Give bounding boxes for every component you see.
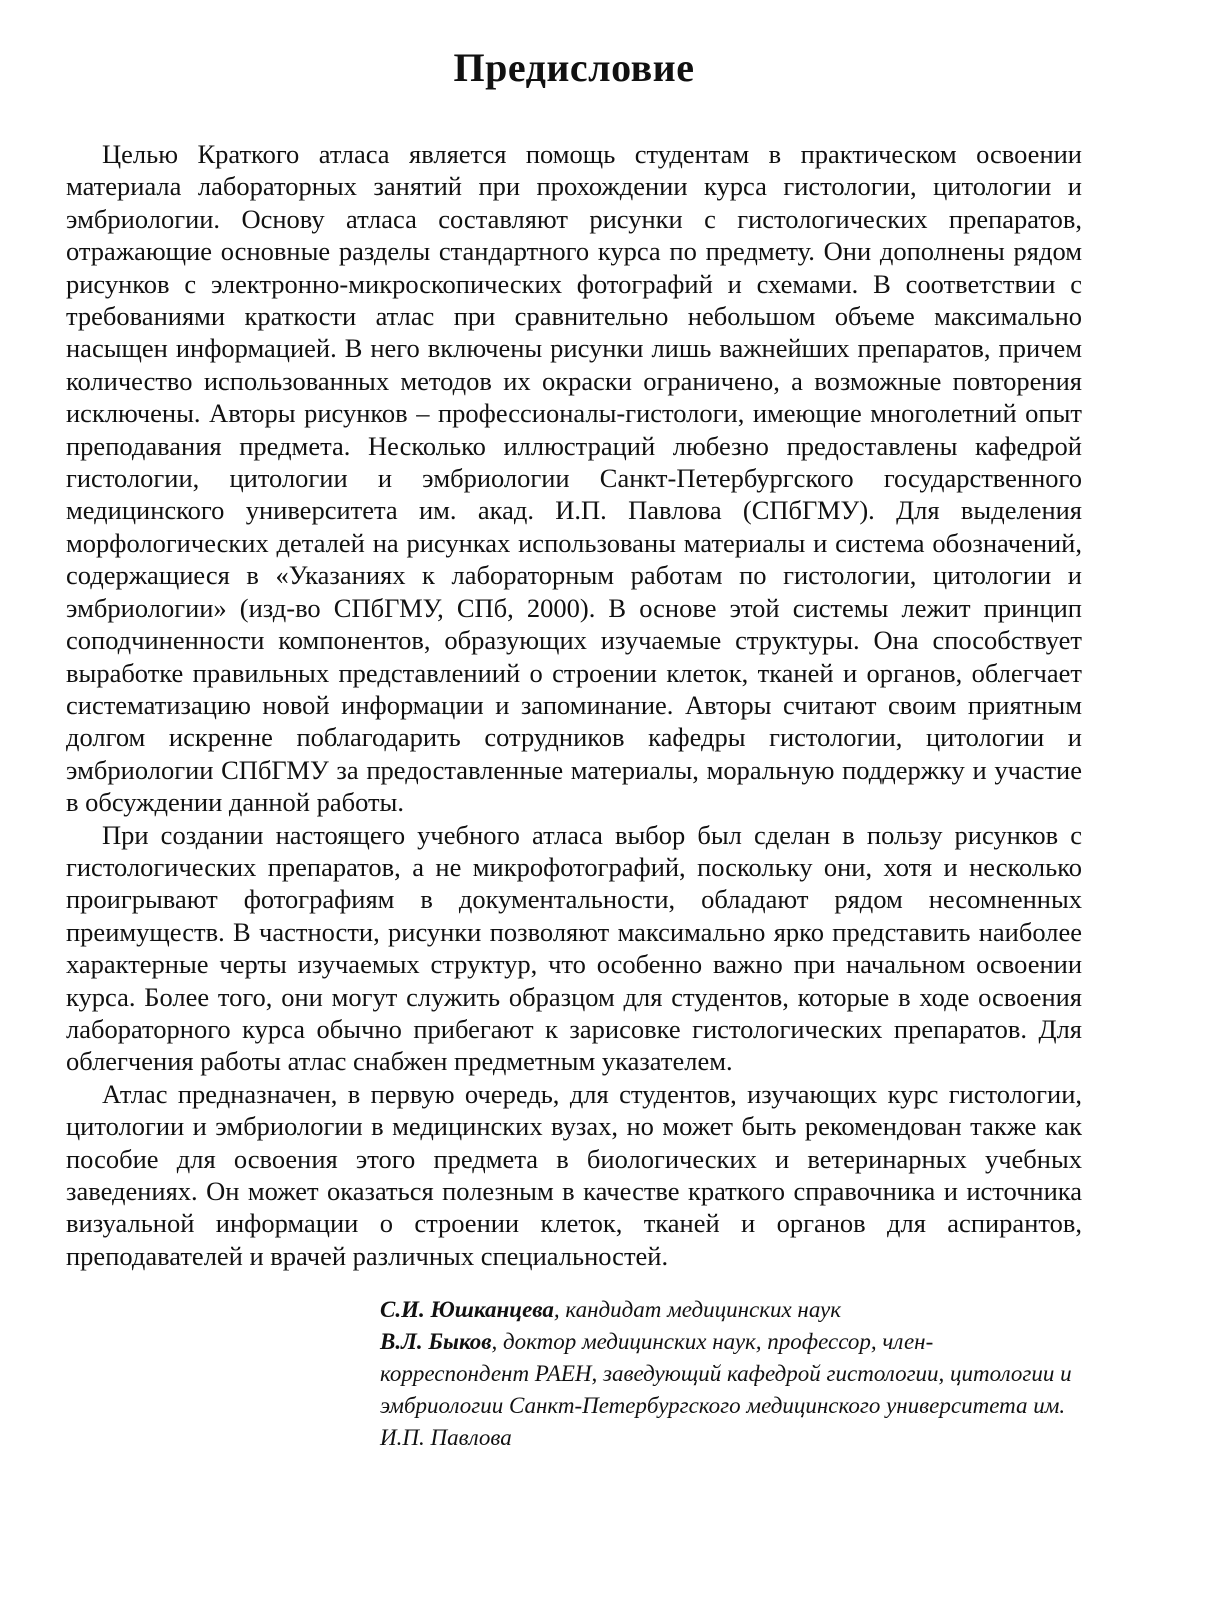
paragraph-audience: Атлас предназначен, в первую очередь, для студентов, изучающих курс гистологии, цитологии и эмбриологии в медицинских вузах, но может быть рекомендован также как пособие для освоения этого предмета в биологических и ветеринарных учебных заведениях. Он может оказаться полезным в качестве краткого справочника и источника визуальной информации о строении клеток, тканей и органов для аспирантов, преподавателей и врачей различных специальностей.	[66, 1078, 1082, 1271]
author-name: В.Л. Быков	[380, 1329, 492, 1355]
paragraph-purpose: Целью Краткого атласа является помощь студентам в практическом освоении материала лабораторных занятий при прохождении курса гистологии, цитологии и эмбриологии. Основу атласа составляют рисунки с гистологических препаратов, отражающие основные разделы стандартного курса по предмету. Они дополнены рядом рисунков с электронно-микроскопических фотографий и схемами. В соответствии с требованиями краткости атлас при сравнительно небольшом объеме максимально насыщен информацией. В него включены рисунки лишь важнейших препаратов, причем количество использованных методов их окраски ограничено, а возможные повторения исключены. Авторы рисунков – профессионалы-гистологи, имеющие многолетний опыт преподавания предмета. Несколько иллюстраций любезно предоставлены кафедрой гистологии, цитологии и эмбриологии Санкт-Петербургского государственного медицинского университета им. акад. И.П. Павлова (СПбГМУ). Для выделения морфологических деталей на рисунках использованы материалы и система обозначений, содержащиеся в «Указаниях к лабораторным работам по гистологии, цитологии и эмбриологии» (изд-во СПбГМУ, СПб, 2000). В основе этой системы лежит принцип соподчиненности компонентов, образующих изучаемые структуры. Она способствует выработке правильных представлениий о строении клеток, тканей и органов, облегчает систематизацию новой информации и запоминание. Авторы считают своим приятным долгом искренне поблагодарить сотрудников кафедры гистологии, цитологии и эмбриологии СПбГМУ за предоставленные материалы, моральную поддержку и участие в обсуждении данной работы.	[66, 139, 1082, 818]
preface-body	[66, 138, 1082, 1272]
author-signatures	[380, 1294, 1082, 1454]
page-title: Предисловие	[453, 45, 695, 90]
author-credentials: , кандидат медицинских наук	[553, 1297, 841, 1323]
author-name: С.И. Юшканцева	[380, 1297, 554, 1323]
paragraph-drawings-choice: При создании настоящего учебного атласа выбор был сделан в пользу рисунков с гистологических препаратов, а не микрофотографий, поскольку они, хотя и несколько проигрывают фотографиям в документальности, обладают рядом несомненных преимуществ. В частности, рисунки позволяют максимально ярко представить наиболее характерные черты изучаемых структур, что особенно важно при начальном освоении курса. Более того, они могут служить образцом для студентов, которые в ходе освоения лабораторного курса обычно прибегают к зарисовке гистологических препаратов. Для облегчения работы атлас снабжен предметным указателем.	[66, 819, 1082, 1077]
signature-first-author	[380, 1294, 1082, 1326]
author-credentials: , доктор медицинских наук, профессор, член-корреспондент РАЕН, заведующий кафедрой гистологии, цитологии и эмбриологии Санкт-Петербургского медицинского университета им. И.П. Павлова	[380, 1329, 1072, 1451]
signature-second-author	[380, 1326, 1082, 1454]
